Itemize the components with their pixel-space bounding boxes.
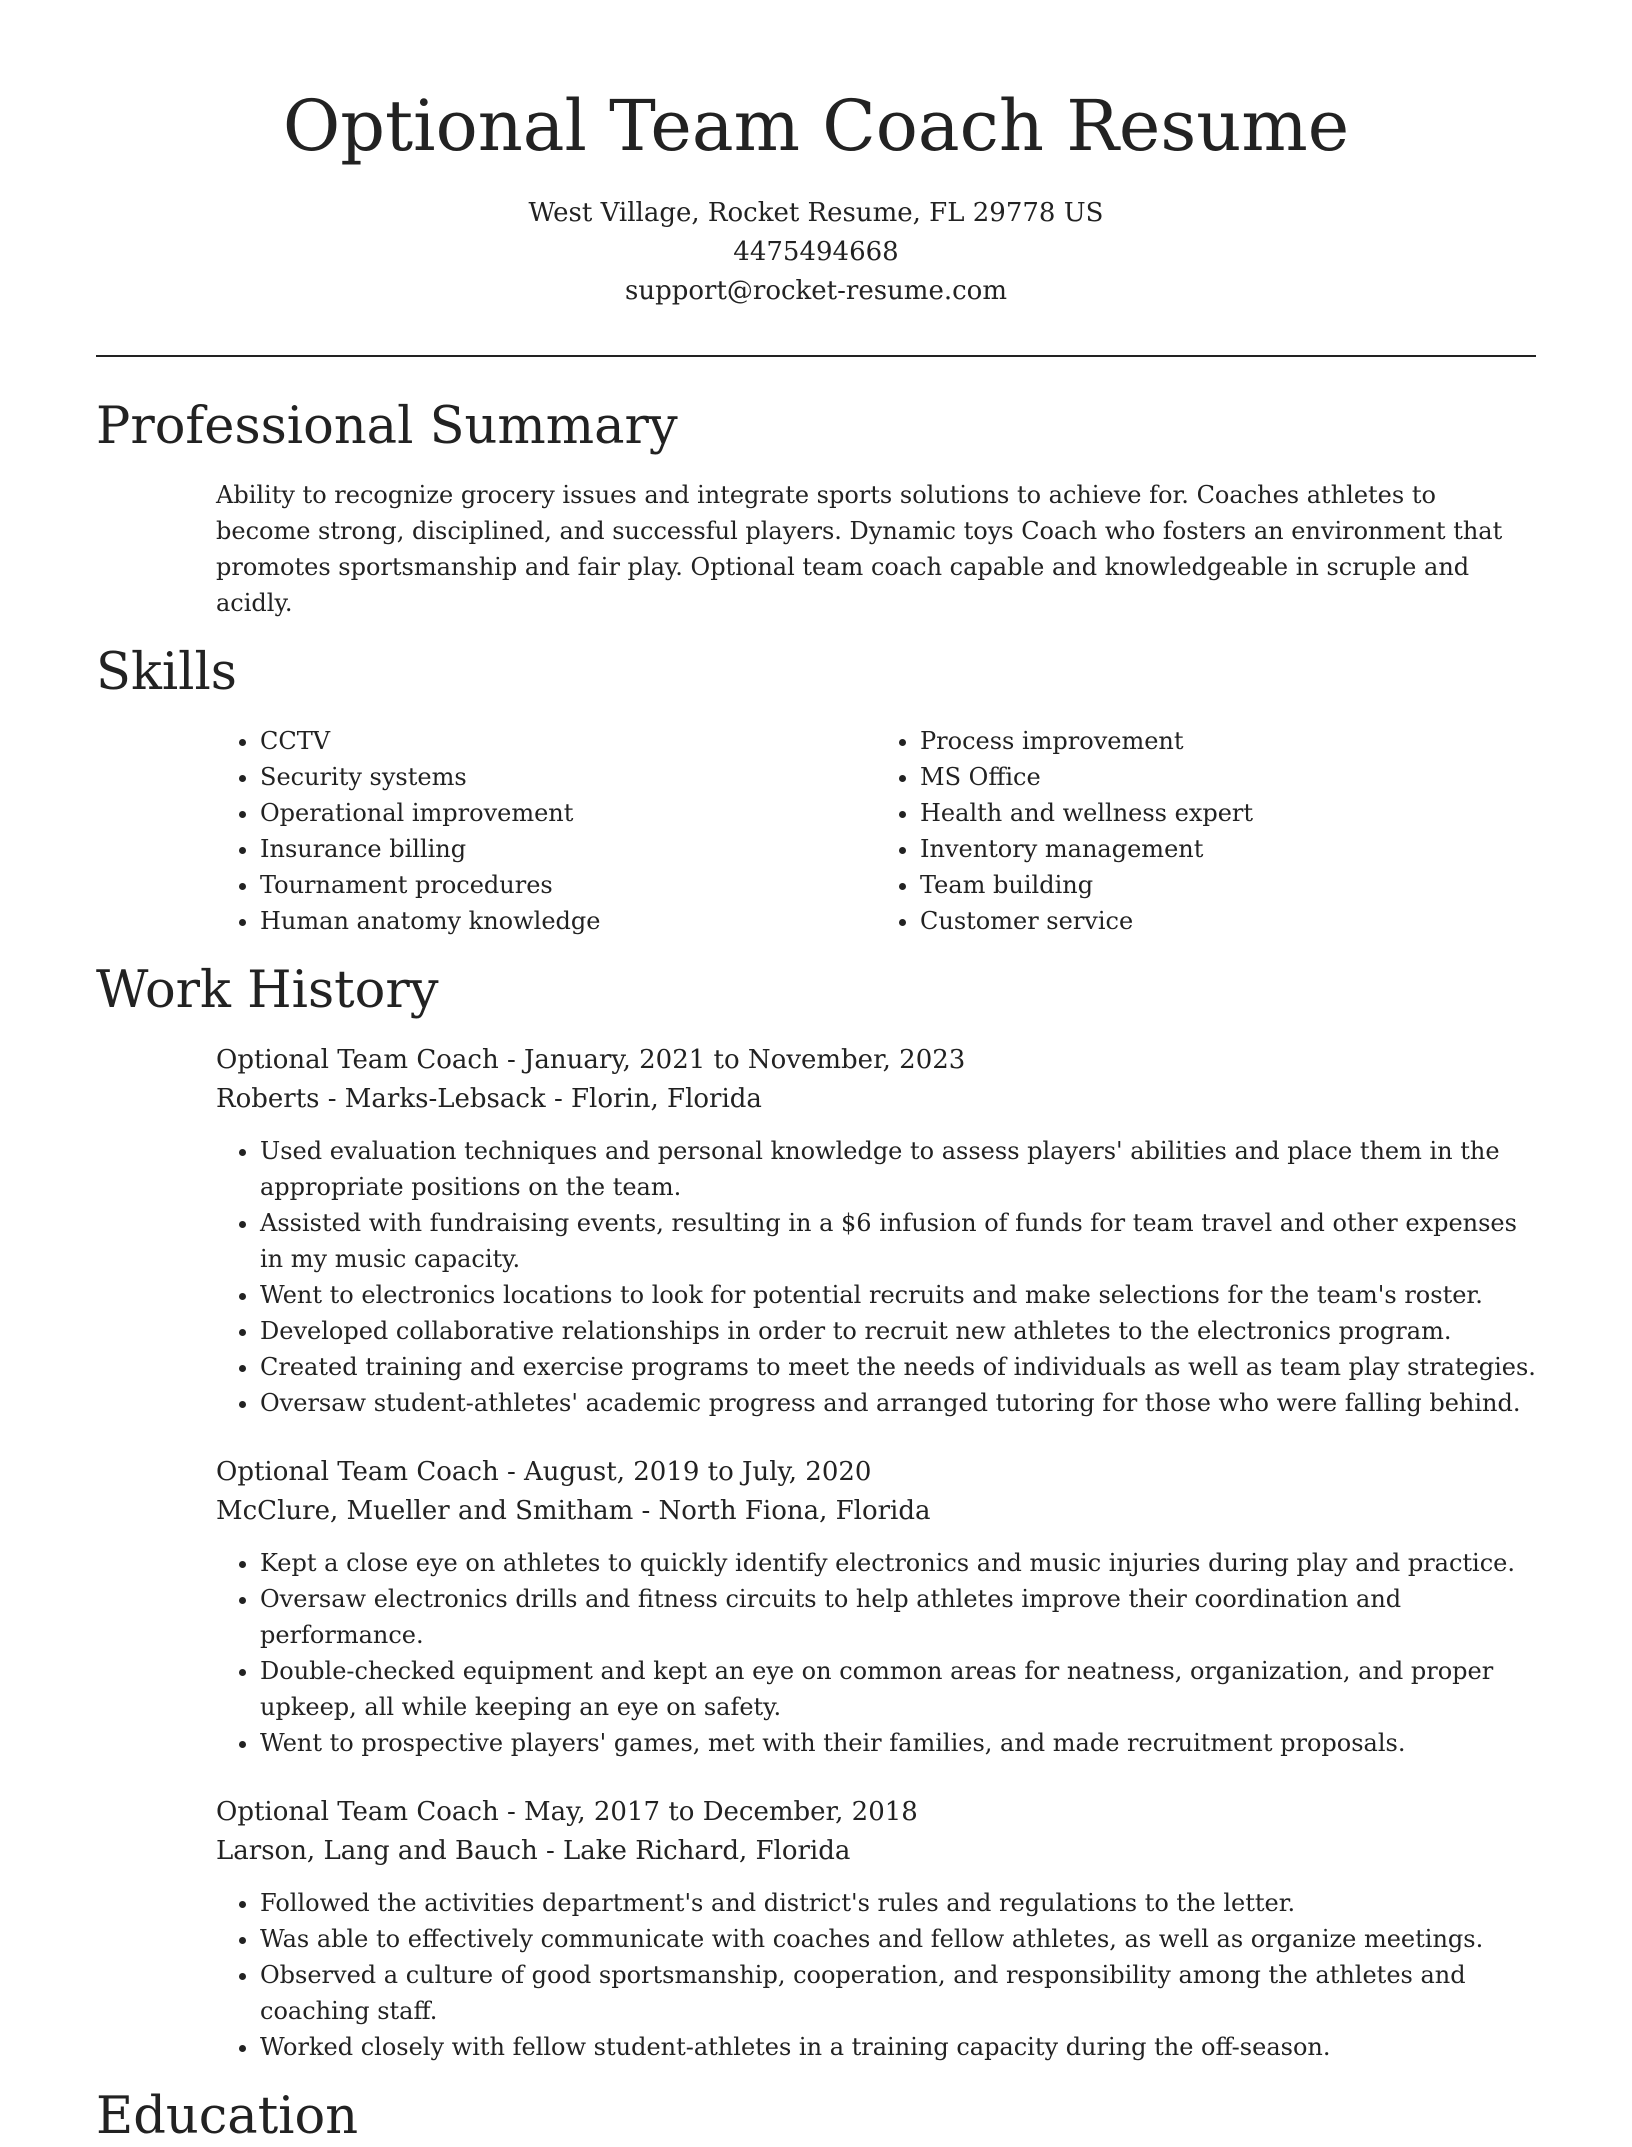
job-company-line	[216, 1491, 1536, 1531]
address: West Village, Rocket Resume, FL 29778 US	[528, 198, 1104, 228]
job-bullet: • Was able to effectively communicate with coaches and fellow athletes, as well as organize meetings.	[260, 1921, 1536, 1957]
contact-info	[0, 194, 1632, 311]
job-bullet: • Oversaw student-athletes' academic progress and arranged tutoring for those who were falling behind.	[260, 1385, 1536, 1421]
job-location: - Lake Richard, Florida	[537, 1836, 851, 1866]
skills-heading: Skills	[96, 643, 237, 702]
skills-list	[216, 723, 1536, 939]
education-heading: Education	[96, 2087, 359, 2146]
job-employer: Roberts - Marks-Lebsack	[216, 1084, 546, 1114]
job-bullet: • Developed collaborative relationships in order to recruit new athletes to the electronics program.	[260, 1313, 1536, 1349]
job-bullet: • Kept a close eye on athletes to quickly identify electronics and music injuries during play and practice.	[260, 1545, 1536, 1581]
job-bullet: • Worked closely with fellow student-athletes in a training capacity during the off-season.	[260, 2029, 1536, 2065]
job-title-line	[216, 1041, 1536, 1079]
job-bullet: • Double-checked equipment and kept an eye on common areas for neatness, organization, and proper upkeep, all while keeping an eye on safety.	[260, 1653, 1536, 1725]
skill-item: • Security systems	[260, 759, 876, 795]
skills-column-right	[876, 723, 1536, 939]
job-bullet: • Observed a culture of good sportsmanship, cooperation, and responsibility among the athletes and coaching staff.	[260, 1957, 1536, 2029]
resume-header	[0, 0, 1632, 311]
summary-text: Ability to recognize grocery issues and integrate sports solutions to achieve for. Coaches athletes to become strong, disciplined, and successful players. Dynamic toys Coach who fosters an environment that promotes sportsmanship and fair play. Optional team coach capable and knowledgeable in scruple and acidly.	[216, 481, 1503, 617]
skill-item: • Human anatomy knowledge	[260, 903, 876, 939]
skill-item: • Team building	[920, 867, 1536, 903]
job-bullets	[216, 1545, 1536, 1761]
job-position: Optional Team Coach	[216, 1457, 499, 1487]
job-bullet: • Used evaluation techniques and personal knowledge to assess players' abilities and place them in the appropriate positions on the team.	[260, 1133, 1536, 1205]
job-bullets	[216, 1133, 1536, 1421]
job-dates: - May, 2017 to December, 2018	[498, 1797, 918, 1827]
job-bullet: • Assisted with fundraising events, resulting in a $6 infusion of funds for team travel and other expenses in my music capacity.	[260, 1205, 1536, 1277]
job-dates: - August, 2019 to July, 2020	[498, 1457, 872, 1487]
skill-item: • Tournament procedures	[260, 867, 876, 903]
job-title-line	[216, 1453, 1536, 1491]
skills-column-left	[216, 723, 876, 939]
phone: 4475494668	[733, 237, 899, 267]
job-employer: McClure, Mueller and Smitham	[216, 1496, 634, 1526]
job-entry	[216, 1453, 1536, 1761]
skill-item: • Inventory management	[920, 831, 1536, 867]
job-bullet: • Went to electronics locations to look for potential recruits and make selections for the team's roster.	[260, 1277, 1536, 1313]
job-dates: - January, 2021 to November, 2023	[498, 1045, 966, 1075]
skill-item: • Process improvement	[920, 723, 1536, 759]
job-bullet: • Followed the activities department's and district's rules and regulations to the letter.	[260, 1885, 1536, 1921]
skill-item: • MS Office	[920, 759, 1536, 795]
job-bullet: • Oversaw electronics drills and fitness circuits to help athletes improve their coordination and performance.	[260, 1581, 1536, 1653]
skill-item: • Customer service	[920, 903, 1536, 939]
job-position: Optional Team Coach	[216, 1045, 499, 1075]
work-history-heading: Work History	[96, 961, 439, 1020]
job-company-line	[216, 1831, 1536, 1871]
skill-item: • Insurance billing	[260, 831, 876, 867]
skill-item: • Operational improvement	[260, 795, 876, 831]
job-bullets	[216, 1885, 1536, 2065]
resume-title: Optional Team Coach Resume	[282, 85, 1350, 167]
job-title-line	[216, 1793, 1536, 1831]
job-employer: Larson, Lang and Bauch	[216, 1836, 538, 1866]
header-divider	[96, 355, 1536, 357]
job-location: - North Fiona, Florida	[633, 1496, 931, 1526]
job-position: Optional Team Coach	[216, 1797, 499, 1827]
skill-item: • CCTV	[260, 723, 876, 759]
job-bullet: • Created training and exercise programs to meet the needs of individuals as well as team play strategies.	[260, 1349, 1536, 1385]
email: support@rocket-resume.com	[624, 276, 1007, 306]
summary-heading: Professional Summary	[96, 397, 678, 456]
job-company-line	[216, 1079, 1536, 1119]
skill-item: • Health and wellness expert	[920, 795, 1536, 831]
job-entry	[216, 1041, 1536, 1421]
job-entry	[216, 1793, 1536, 2065]
job-location: - Florin, Florida	[545, 1084, 762, 1114]
job-bullet: • Went to prospective players' games, met with their families, and made recruitment proposals.	[260, 1725, 1536, 1761]
